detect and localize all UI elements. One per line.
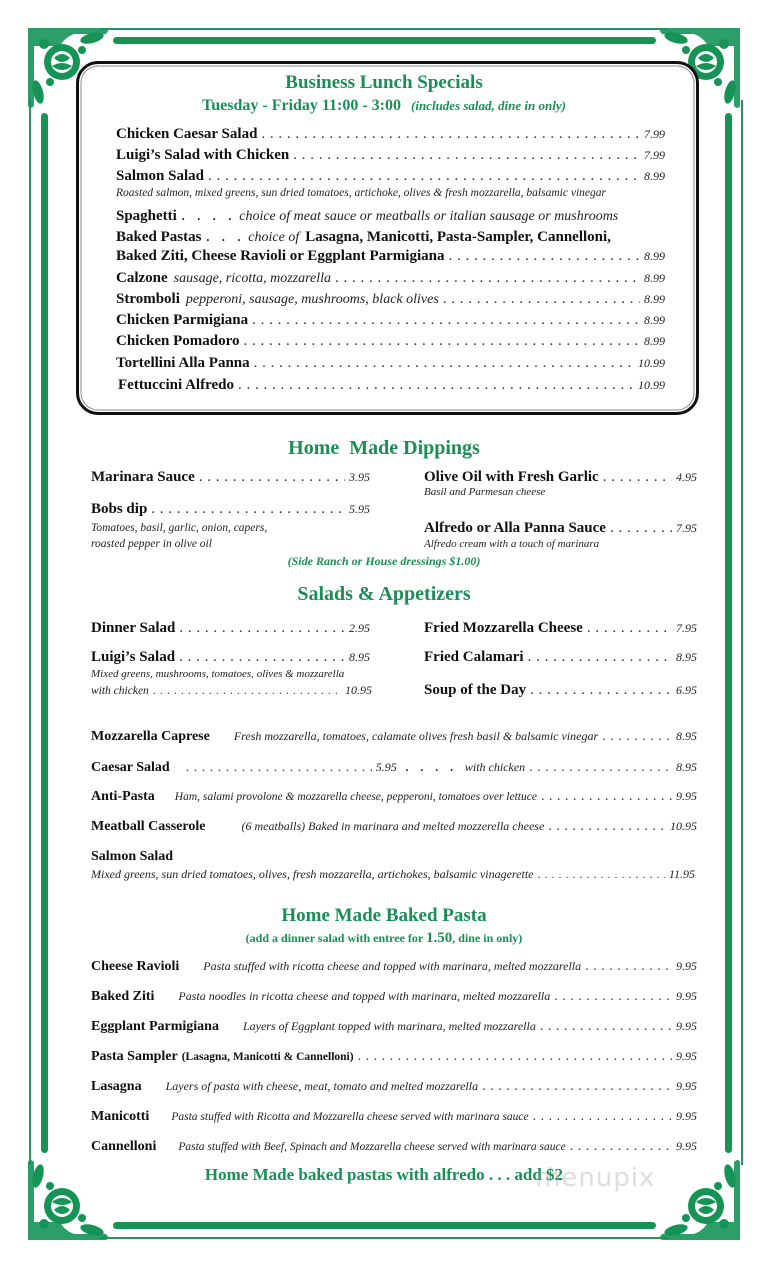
item-name: Fettuccini Alfredo <box>118 377 234 393</box>
dot-leader: . . . . <box>404 759 457 775</box>
salad-item <box>424 649 697 666</box>
item-name: Stromboli <box>116 291 180 307</box>
item-description: Ham, salami provolone & mozzarella cheese, pepperoni, tomatoes over lettuce <box>174 791 537 803</box>
item-name: Chicken Parmigiana <box>116 312 249 328</box>
item-description: Mixed greens, mushrooms, tomatoes, olives & mozzarella <box>91 668 345 680</box>
item-name: Salmon Salad <box>116 168 204 184</box>
pasta-options: Lasagna, Manicotti, Pasta-Sampler, Cannelloni, <box>305 229 611 245</box>
lunch-item <box>116 270 665 287</box>
watermark: menupix <box>535 1163 656 1193</box>
border-right-thin <box>741 100 743 1165</box>
dippings-title: Home Made Dippings <box>288 437 480 459</box>
dot-leader: . . . . <box>180 206 236 224</box>
border-top-thin <box>100 28 668 30</box>
item-name: Olive Oil with Fresh Garlic <box>424 469 599 485</box>
lunch-subtitle: Tuesday - Friday 11:00 - 3:00 <box>202 97 402 114</box>
item-description: choice of meat sauce or meatballs or italian sausage or mushrooms <box>239 209 619 224</box>
dot-leader <box>261 126 640 143</box>
choice-label: choice of <box>248 230 300 245</box>
pasta-item <box>91 1019 697 1035</box>
dressing-note: (Side Ranch or House dressings $1.00) <box>287 554 481 568</box>
pasta-options: Baked Ziti, Cheese Ravioli or Eggplant Parmigiana <box>116 248 445 264</box>
salad-item <box>91 649 370 666</box>
item-price: 9.95 <box>676 1079 697 1093</box>
salad-item <box>91 789 697 805</box>
dot-leader <box>540 1019 672 1035</box>
lunch-subtitle-note: (includes salad, dine in only) <box>411 98 566 113</box>
item-description: Roasted salmon, mixed greens, sun dried tomatoes, artichoke, olives & fresh mozzarella, balsamic vinegar <box>116 187 606 199</box>
item-name: Cheese Ravioli <box>91 959 180 974</box>
extra-label: with chicken <box>91 685 149 697</box>
item-description: Pasta stuffed with Beef, Spinach and Mozzarella cheese served with marinara sauce <box>178 1141 566 1153</box>
item-name: Soup of the Day <box>424 682 527 698</box>
item-name: Lasagna <box>91 1079 142 1094</box>
item-name: Meatball Casserole <box>91 819 206 834</box>
dot-leader <box>243 333 640 350</box>
item-name: Eggplant Parmigiana <box>91 1019 219 1034</box>
pasta-item <box>91 1109 697 1125</box>
item-price: 4.95 <box>676 470 697 484</box>
extra-price: 8.95 <box>676 760 697 774</box>
dot-leader <box>548 819 666 835</box>
dot-leader <box>482 1079 672 1095</box>
item-description: Pasta noodles in ricotta cheese and topped with marinara, melted mozzarella <box>178 989 551 1003</box>
pasta-subtitle-price: 1.50 <box>426 930 453 946</box>
item-description: Pasta stuffed with ricotta cheese and topped with marinara, melted mozzarella <box>203 959 582 973</box>
item-name: Luigi’s Salad <box>91 649 176 665</box>
dot-leader <box>530 682 672 699</box>
item-price: 9.95 <box>676 1139 697 1153</box>
item-name: Pasta Sampler <box>91 1049 178 1064</box>
dot-leader <box>179 620 345 637</box>
item-price: 11.95 <box>668 867 695 881</box>
salad-item <box>91 729 697 745</box>
item-name: Anti-Pasta <box>91 789 155 804</box>
item-description: Tomatoes, basil, garlic, onion, capers, <box>91 522 268 534</box>
item-price: 9.95 <box>676 989 697 1003</box>
dipping-item <box>91 501 370 518</box>
dot-leader <box>603 469 672 486</box>
item-price: 7.95 <box>676 621 697 635</box>
dot-leader <box>252 312 640 329</box>
item-price: 2.95 <box>349 621 370 635</box>
item-price: 8.99 <box>644 169 665 183</box>
dot-leader <box>153 683 341 698</box>
dot-leader <box>208 168 640 185</box>
item-description: Fresh mozzarella, tomatoes, calamate olives fresh basil & balsamic vinegar <box>233 729 599 743</box>
dot-leader <box>151 501 345 518</box>
salad-item <box>91 759 697 776</box>
lunch-item <box>116 312 665 329</box>
item-name: Baked Pastas <box>116 229 202 245</box>
salad-item <box>91 620 370 637</box>
lunch-item <box>116 248 665 265</box>
item-price: 6.95 <box>676 683 697 697</box>
item-price: 8.95 <box>349 650 370 664</box>
lunch-subtitle-line <box>0 97 768 115</box>
item-price: 8.99 <box>644 271 665 285</box>
dot-leader <box>554 989 672 1005</box>
item-price: 10.99 <box>638 378 665 392</box>
lunch-item <box>116 126 665 143</box>
dot-leader <box>533 1109 672 1125</box>
dot-leader <box>529 760 672 776</box>
salads-title: Salads & Appetizers <box>297 583 471 605</box>
item-description: Layers of pasta with cheese, meat, tomato and melted mozzarella <box>165 1079 479 1093</box>
lunch-item <box>118 377 665 394</box>
item-price: 7.99 <box>644 127 665 141</box>
item-name: Spaghetti <box>116 208 177 224</box>
border-top-bar <box>113 37 656 44</box>
lunch-item <box>116 147 665 164</box>
alfredo-upgrade-note: Home Made baked pastas with alfredo . . . add $2 <box>204 1165 564 1184</box>
dot-leader <box>528 649 672 666</box>
dot-leader <box>610 520 672 537</box>
item-price: 10.99 <box>638 356 665 370</box>
item-price: 8.99 <box>644 249 665 263</box>
item-price: 8.95 <box>676 650 697 664</box>
salad-item-desc-row <box>91 867 695 882</box>
dot-leader: . . . <box>205 227 245 245</box>
item-price: 9.95 <box>676 1109 697 1123</box>
item-price: 9.95 <box>676 1049 697 1063</box>
item-description: Alfredo cream with a touch of marinara <box>424 538 600 550</box>
item-name: Luigi’s Salad with Chicken <box>116 147 290 163</box>
border-left-thin <box>29 100 31 1165</box>
pasta-item <box>91 1139 697 1155</box>
lunch-item <box>116 227 665 246</box>
item-name: Mozzarella Caprese <box>91 729 210 744</box>
item-price: 10.95 <box>670 819 697 833</box>
dot-leader <box>443 291 640 308</box>
item-name: Fried Mozzarella Cheese <box>424 620 583 636</box>
dot-leader <box>199 469 345 486</box>
item-description: Layers of Eggplant topped with marinara, melted mozzarella <box>242 1019 536 1033</box>
dipping-item <box>91 469 370 486</box>
dot-leader <box>537 867 664 882</box>
item-description: (6 meatballs) Baked in marinara and melted mozzerella cheese <box>241 819 545 833</box>
border-bottom-thin <box>100 1237 668 1239</box>
lunch-item <box>116 206 665 225</box>
dot-leader <box>541 789 672 805</box>
border-bottom-bar <box>113 1222 656 1229</box>
item-name: Dinner Salad <box>91 620 176 636</box>
item-name: Tortellini Alla Panna <box>116 355 250 371</box>
item-description: sausage, ricotta, mozzarella <box>173 271 332 286</box>
extra-price: 10.95 <box>345 683 372 697</box>
dot-leader <box>448 248 640 265</box>
pasta-subtitle-text: , dine in only) <box>452 931 523 945</box>
salad-item <box>91 819 697 835</box>
dot-leader <box>293 147 640 164</box>
item-price: 9.95 <box>676 789 697 803</box>
dot-leader <box>587 620 672 637</box>
item-name: Chicken Caesar Salad <box>116 126 258 142</box>
item-price: 7.99 <box>644 148 665 162</box>
lunch-title: Business Lunch Specials <box>285 72 483 93</box>
lunch-item <box>116 333 665 350</box>
item-price: 5.95 <box>375 760 397 774</box>
dot-leader <box>254 355 634 372</box>
dot-leader <box>335 270 640 287</box>
dipping-item <box>424 469 697 486</box>
item-name: Manicotti <box>91 1109 150 1124</box>
item-description: (Lasagna, Manicotti & Cannelloni) <box>181 1051 354 1063</box>
dot-leader <box>186 760 372 776</box>
border-left-bar <box>41 113 48 1153</box>
lunch-item <box>116 355 665 372</box>
pasta-item <box>91 1049 697 1065</box>
item-price: 9.95 <box>676 1019 697 1033</box>
dot-leader <box>179 649 345 666</box>
salad-item <box>91 849 697 865</box>
dot-leader <box>602 729 672 745</box>
item-name: Bobs dip <box>91 501 148 517</box>
item-price: 7.95 <box>676 521 697 535</box>
item-description: Pasta stuffed with Ricotta and Mozzarella cheese served with marinara sauce <box>171 1111 529 1123</box>
lunch-item <box>116 168 665 185</box>
item-price: 5.95 <box>349 502 370 516</box>
lunch-item <box>116 291 665 308</box>
item-name: Baked Ziti <box>91 989 155 1004</box>
item-name: Marinara Sauce <box>91 469 195 485</box>
item-description: Mixed greens, sun dried tomatoes, olives, fresh mozzarella, artichokes, balsamic vinagerette <box>91 867 534 881</box>
dot-leader <box>358 1049 672 1065</box>
item-price: 8.95 <box>676 729 697 743</box>
item-description: roasted pepper in olive oil <box>91 538 212 550</box>
salad-item-extra <box>91 683 372 698</box>
dot-leader <box>238 377 634 394</box>
salad-item <box>424 682 697 699</box>
item-name: Chicken Pomadoro <box>116 333 240 349</box>
dipping-item <box>424 520 697 537</box>
dot-leader <box>570 1139 672 1155</box>
item-name: Calzone <box>116 270 168 286</box>
item-description: pepperoni, sausage, mushrooms, black olives <box>185 292 439 307</box>
border-right-bar <box>725 113 732 1153</box>
pasta-title: Home Made Baked Pasta <box>281 905 487 926</box>
item-name: Caesar Salad <box>91 760 170 775</box>
item-price: 8.99 <box>644 292 665 306</box>
pasta-item <box>91 989 697 1005</box>
item-price: 3.95 <box>349 470 370 484</box>
item-description: Basil and Parmesan cheese <box>424 486 546 498</box>
item-price: 8.99 <box>644 334 665 348</box>
item-price: 8.99 <box>644 313 665 327</box>
salad-item <box>424 620 697 637</box>
pasta-item <box>91 959 697 975</box>
pasta-subtitle <box>0 930 768 947</box>
item-name: Fried Calamari <box>424 649 524 665</box>
dot-leader <box>585 959 672 975</box>
item-name: Salmon Salad <box>91 849 174 864</box>
pasta-subtitle-text: (add a dinner salad with entree for <box>245 931 427 945</box>
item-name: Cannelloni <box>91 1139 157 1154</box>
pasta-item <box>91 1079 697 1095</box>
extra-label: with chicken <box>464 760 526 774</box>
item-name: Alfredo or Alla Panna Sauce <box>424 520 606 536</box>
item-price: 9.95 <box>676 959 697 973</box>
